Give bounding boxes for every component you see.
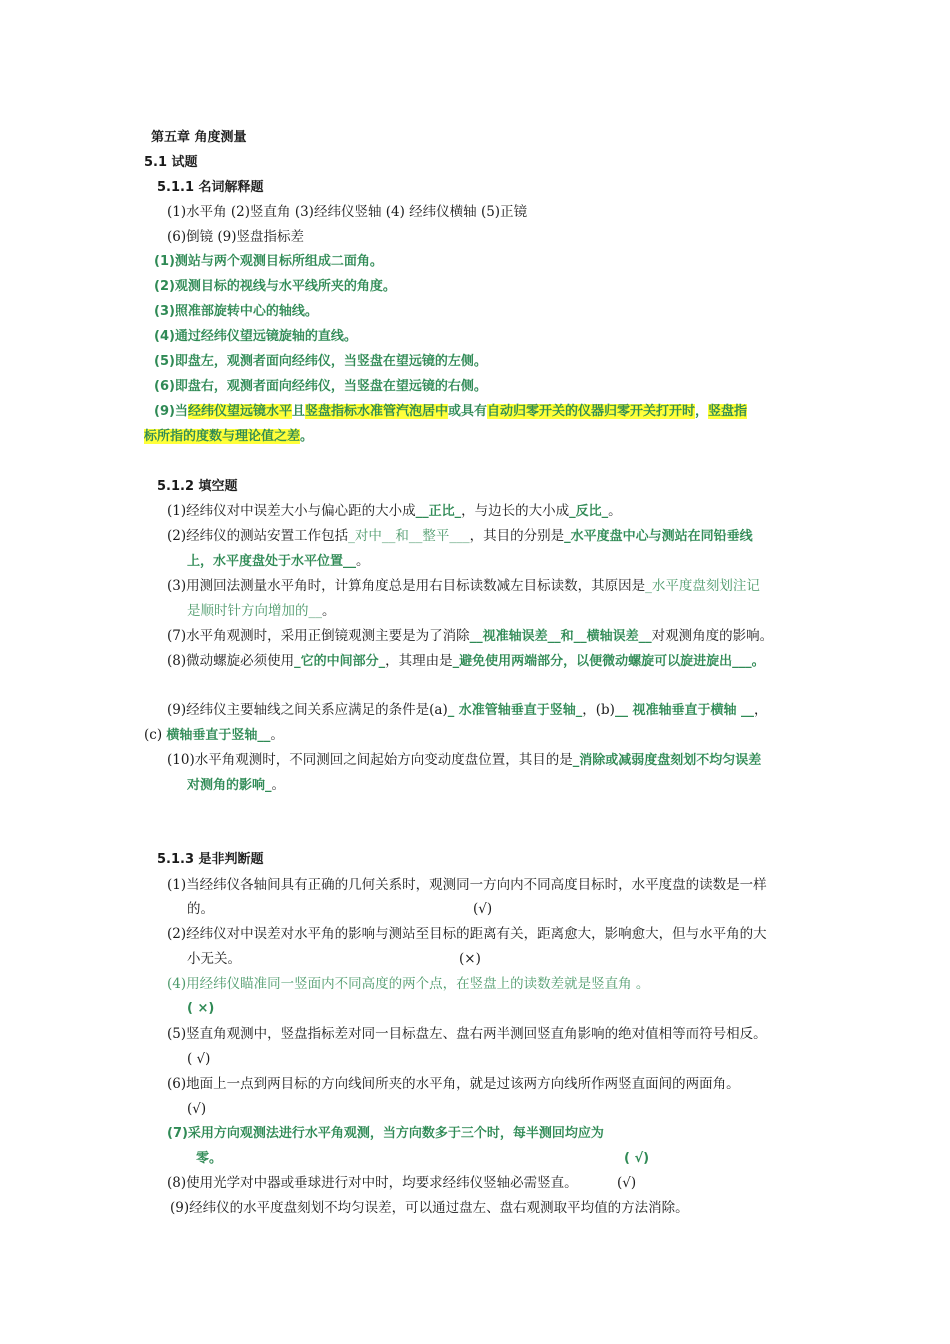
judge-5-line: (5)竖直角观测中，竖盘指标差对同一目标盘左、盘右两半测回竖直角影响的绝对值相等而符号相反。 [167, 1026, 767, 1042]
chapter-title: 第五章 角度测量 [151, 130, 247, 145]
judge-2-line-2: 小无关。 [187, 951, 241, 967]
section-5-1-title: 5.1 试题 [144, 155, 198, 170]
section-513-heading: 5.1.3 是非判断题 [157, 852, 264, 867]
answer-9-line-2: 标所指的度数与理论值之差。 [144, 429, 314, 444]
fill-q3-line-1: (3)用测回法测量水平角时，计算角度总是用右目标读数减左目标读数，其原因是_水平度盘刻划注记 [167, 578, 760, 594]
judge-2-line-1: (2)经纬仪对中误差对水平角的影响与测站至目标的距离有关，距离愈大，影响愈大，但与水平角的大 [167, 926, 767, 942]
judge-4-line: (4)用经纬仪瞄准同一竖面内不同高度的两个点，在竖盘上的读数差就是竖直角 。 [167, 976, 650, 992]
terms-line-1: (1)水平角 (2)竖直角 (3)经纬仪竖轴 (4) 经纬仪横轴 (5)正镜 [167, 204, 528, 220]
fill-q10-line-1: (10)水平角观测时，不同测回之间起始方向变动度盘位置，其目的是_消除或减弱度盘刻划不均匀误差 [167, 752, 762, 768]
judge-4-answer: ( ×) [187, 1001, 215, 1016]
judge-7-line-2: 零。 [196, 1151, 223, 1166]
judge-7-answer: ( √) [624, 1151, 650, 1166]
section-511-heading: 5.1.1 名词解释题 [157, 180, 264, 195]
judge-5-answer: ( √) [187, 1051, 211, 1067]
judge-1-answer: (√) [473, 901, 493, 917]
fill-q2-line-1: (2)经纬仪的测站安置工作包括_对中__和__整平___，其目的分别是_水平度盘中心与测站在同铅垂线 [167, 528, 753, 544]
section-512-heading: 5.1.2 填空题 [157, 479, 238, 494]
fill-q8: (8)微动螺旋必须使用_它的中间部分_，其理由是_避免使用两端部分，以便微动螺旋可以旋进旋出___。 [167, 653, 765, 669]
judge-8-answer: (√) [617, 1175, 637, 1191]
judge-6-answer: (√) [187, 1101, 207, 1117]
answer-9-line-1: (9)当经纬仪望远镜水平且竖盘指标水准管汽泡居中或具有自动归零开关的仪器归零开关打开时，竖盘指 [154, 404, 748, 419]
judge-8-line: (8)使用光学对中器或垂球进行对中时，均要求经纬仪竖轴必需竖直。 [167, 1175, 578, 1191]
answer-1: (1)测站与两个观测目标所组成二面角。 [154, 254, 383, 269]
answer-2: (2)观测目标的视线与水平线所夹的角度。 [154, 279, 396, 294]
judge-2-answer: (×) [459, 951, 481, 967]
judge-7-line-1: (7)采用方向观测法进行水平角观测，当方向数多于三个时，每半测回均应为 [167, 1126, 604, 1141]
fill-q2-line-2: 上，水平度盘处于水平位置__。 [187, 553, 370, 569]
judge-1-line-2: 的。 [187, 901, 214, 917]
answer-5: (5)即盘左，观测者面向经纬仪，当竖盘在望远镜的左侧。 [154, 354, 487, 369]
fill-q10-line-2: 对测角的影响_。 [187, 777, 286, 793]
terms-line-2: (6)倒镜 (9)竖盘指标差 [167, 229, 305, 245]
answer-4: (4)通过经纬仪望远镜旋轴的直线。 [154, 329, 357, 344]
answer-6: (6)即盘右，观测者面向经纬仪，当竖盘在望远镜的右侧。 [154, 379, 487, 394]
judge-1-line-1: (1)当经纬仪各轴间具有正确的几何关系时，观测同一方向内不同高度目标时，水平度盘的读数是一样 [167, 877, 767, 893]
judge-9-line: (9)经纬仪的水平度盘刻划不均匀误差，可以通过盘左、盘右观测取平均值的方法消除。 [170, 1200, 689, 1216]
answer-3: (3)照准部旋转中心的轴线。 [154, 304, 318, 319]
judge-6-line: (6)地面上一点到两目标的方向线间所夹的水平角，就是过该两方向线所作两竖直面间的两面角。 [167, 1076, 740, 1092]
fill-q1: (1)经纬仪对中误差大小与偏心距的大小成__正比_，与边长的大小成_反比_。 [167, 503, 622, 519]
fill-q9-line-2: (c) 横轴垂直于竖轴__。 [144, 727, 284, 743]
fill-q9-line-1: (9)经纬仪主要轴线之间关系应满足的条件是(a)_ 水准管轴垂直于竖轴_，(b)__ 视准轴垂直于横轴 __， [167, 702, 768, 718]
fill-q7: (7)水平角观测时，采用正倒镜观测主要是为了消除__视准轴误差__和__横轴误差__对观测角度的影响。 [167, 628, 774, 644]
fill-q3-line-2: 是顺时针方向增加的__。 [187, 603, 336, 619]
